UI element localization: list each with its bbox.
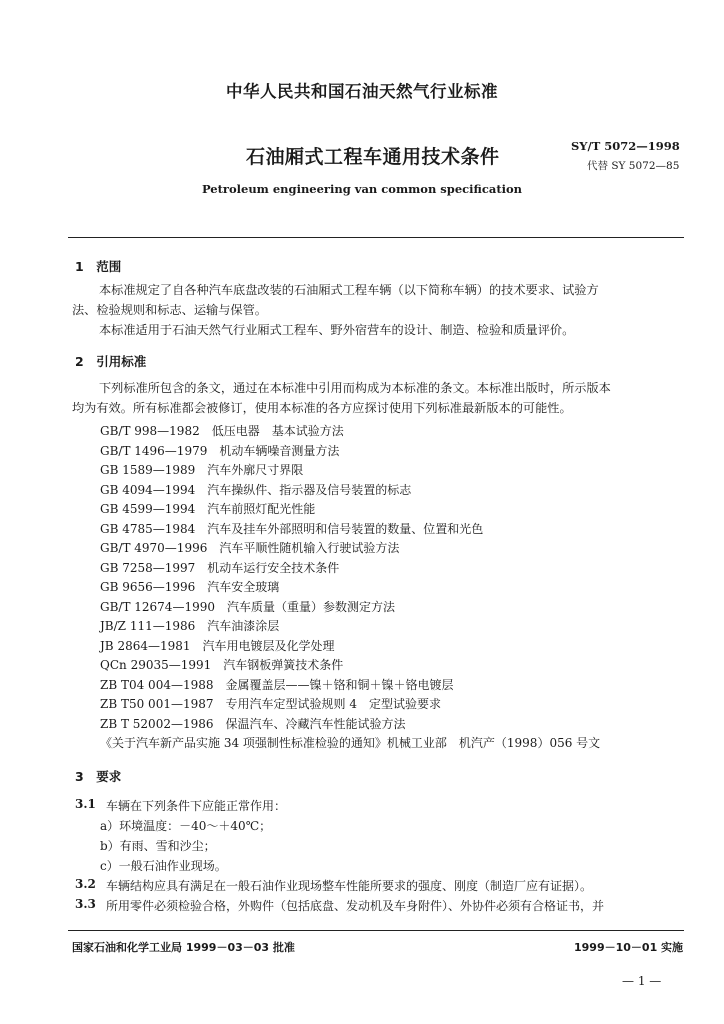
section-heading-references: 2 引用标准 — [75, 354, 147, 369]
reference-item: QCn 29035—1991 汽车钢板弹簧技术条件 — [100, 658, 344, 672]
english-title: Petroleum engineering van common specification — [201, 182, 523, 196]
clause-3-1-number: 3.1 — [75, 797, 96, 811]
clause-3-1-item-a: a）环境温度：－40～＋40℃； — [100, 819, 272, 833]
reference-item: GB 1589—1989 汽车外廓尺寸界限 — [100, 463, 304, 477]
implementation-date: 1999－10－01 实施 — [574, 941, 684, 954]
reference-item: GB 7258—1997 机动车运行安全技术条件 — [100, 560, 340, 575]
scope-paragraph-line2: 法、检验规则和标志、运输与保管。 — [72, 303, 267, 317]
page-number: — 1 — — [622, 974, 662, 988]
reference-item: GB 4094—1994 汽车操纵件、指示器及信号装置的标志 — [100, 482, 412, 497]
reference-item: JB/Z 111—1986 汽车油漆涂层 — [100, 619, 280, 633]
section-heading-scope: 1 范围 — [75, 259, 122, 274]
reference-item: JB 2864—1981 汽车用电镀层及化学处理 — [100, 638, 335, 653]
footer-divider — [68, 930, 684, 931]
scope-paragraph2: 本标准适用于石油天然气行业厢式工程车、野外宿营车的设计、制造、检验和质量评价。 — [99, 323, 575, 337]
approval-line: 国家石油和化学工业局 1999－03－03 批准 — [72, 941, 295, 954]
reference-item: 《关于汽车新产品实施 34 项强制性标准检验的通知》机械工业部 机汽产（1998）056 号文 — [100, 736, 601, 750]
reference-item: GB/T 12674—1990 汽车质量（重量）参数测定方法 — [100, 599, 395, 614]
references-intro-line2: 均为有效。所有标准都会被修订，使用本标准的各方应探讨使用下列标准最新版本的可能性。 — [72, 401, 572, 415]
reference-item: GB 4785—1984 汽车及挂车外部照明和信号装置的数量、位置和光色 — [100, 521, 484, 536]
reference-item: ZB T 52002—1986 保温汽车、冷藏汽车性能试验方法 — [100, 716, 406, 731]
scope-paragraph-line1: 本标准规定了自各种汽车底盘改装的石油厢式工程车辆（以下简称车辆）的技术要求、试验方 — [99, 283, 599, 297]
reference-item: GB/T 1496—1979 机动车辆噪音测量方法 — [100, 443, 340, 458]
document-title: 石油厢式工程车通用技术条件 — [246, 146, 500, 168]
reference-item: GB/T 998—1982 低压电器 基本试验方法 — [100, 424, 344, 438]
clause-3-2-number: 3.2 — [75, 877, 96, 891]
standard-number: SY/T 5072—1998 — [571, 139, 680, 153]
reference-item: ZB T04 004—1988 金属覆盖层——镍＋铬和铜＋镍＋铬电镀层 — [100, 677, 454, 692]
clause-3-3-text: 所用零件必须检验合格，外购件（包括底盘、发动机及车身附件）、外协件必须有合格证书，并 — [106, 899, 605, 913]
standard-category-title: 中华人民共和国石油天然气行业标准 — [226, 82, 498, 101]
clause-3-2-text: 车辆结构应具有满足在一般石油作业现场整车性能所要求的强度、刚度（制造厂应有证据）。 — [106, 879, 593, 893]
references-intro-line1: 下列标准所包含的条文，通过在本标准中引用而构成为本标准的条文。本标准出版时，所示版本 — [99, 381, 611, 395]
clause-3-1-item-b: b）有雨、雪和沙尘； — [100, 839, 216, 853]
replaces-standard: 代替 SY 5072—85 — [587, 160, 680, 172]
clause-3-1-text: 车辆在下列条件下应能正常作用： — [106, 799, 287, 813]
header-divider — [68, 237, 684, 238]
reference-item: GB/T 4970—1996 汽车平顺性随机输入行驶试验方法 — [100, 541, 400, 555]
clause-3-3-number: 3.3 — [75, 897, 96, 911]
clause-3-1-item-c: c）一般石油作业现场。 — [100, 859, 227, 873]
section-heading-requirements: 3 要求 — [75, 769, 122, 784]
reference-item: GB 4599—1994 汽车前照灯配光性能 — [100, 502, 316, 516]
reference-item: ZB T50 001—1987 专用汽车定型试验规则 4 定型试验要求 — [100, 697, 441, 711]
reference-item: GB 9656—1996 汽车安全玻璃 — [100, 580, 280, 594]
